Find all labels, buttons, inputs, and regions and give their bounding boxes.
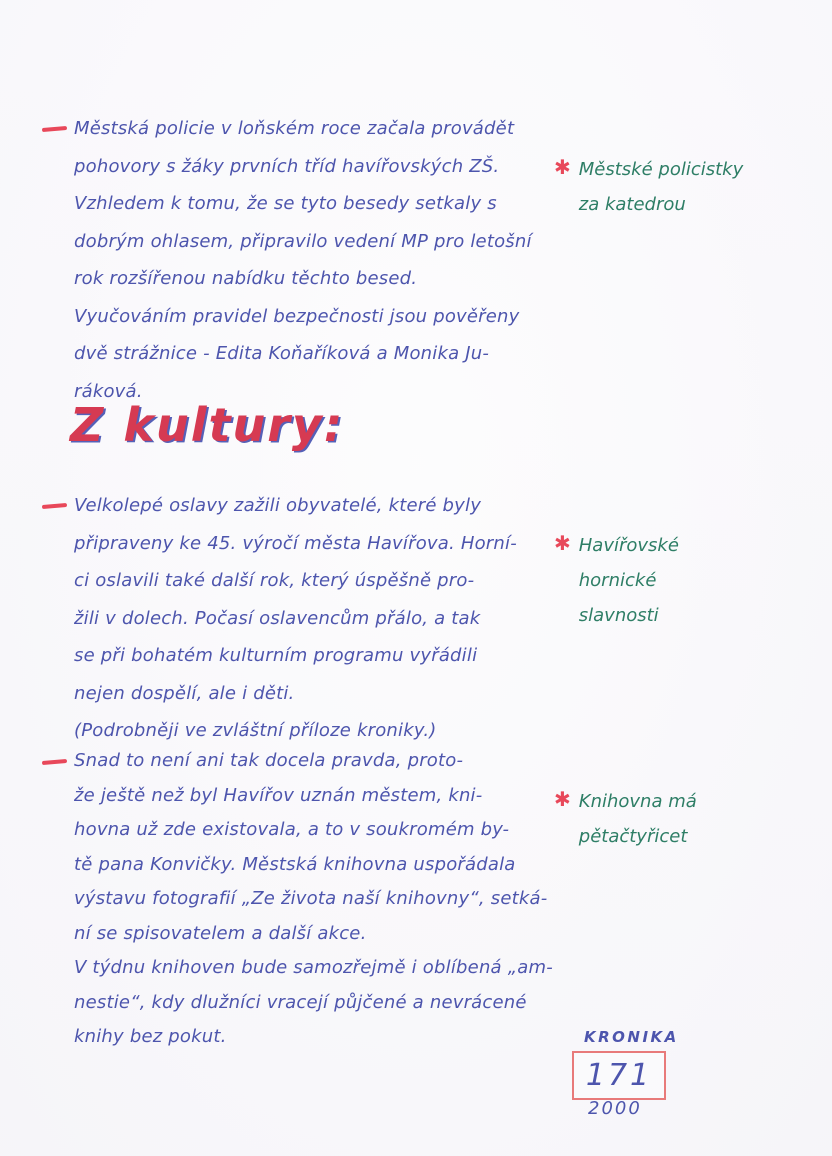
text-line: pohovory s žáky prvních tříd havířovských ZŠ. — [74, 155, 500, 177]
margin-note-library — [554, 784, 697, 854]
margin-note-line: pětačtyřicet — [578, 826, 688, 847]
paragraph-police — [74, 110, 532, 410]
margin-note-line: za katedrou — [578, 194, 686, 215]
text-line: dobrým ohlasem, připravilo vedení MP pro letošní — [74, 230, 532, 252]
text-line: knihy bez pokut. — [74, 1026, 227, 1047]
page-number: 171 — [585, 1058, 653, 1093]
margin-note-line: slavnosti — [578, 605, 659, 626]
text-line: Snad to není ani tak docela pravda, proto- — [74, 750, 464, 771]
paragraph-dash-icon — [42, 126, 67, 132]
asterisk-icon: ✱ — [554, 531, 571, 555]
text-line: se při bohatém kulturním programu vyřádili — [74, 645, 478, 666]
text-line: výstavu fotografií „Ze života naší knihovny“, setká- — [74, 888, 548, 909]
text-line: Vzhledem k tomu, že se tyto besedy setkaly s — [74, 193, 497, 214]
paragraph-library — [74, 744, 553, 1055]
text-line: hovna už zde existovala, a to v soukromém by- — [74, 819, 510, 840]
text-line: nestie“, kdy dlužníci vracejí půjčené a nevrácené — [74, 991, 527, 1013]
margin-note-line: Knihovna má — [578, 791, 697, 812]
section-heading-culture: Z kultury: — [70, 398, 345, 452]
chronicle-year: 2000 — [588, 1098, 642, 1119]
text-line: nejen dospělí, ale i děti. — [74, 682, 295, 704]
margin-note-line: Havířovské — [578, 535, 679, 556]
text-line: dvě strážnice - Edita Koňaříková a Monika Ju- — [74, 343, 490, 364]
text-line: V týdnu knihoven bude samozřejmě i oblíbená „am- — [74, 957, 553, 978]
text-line: tě pana Konvičky. Městská knihovna uspořádala — [74, 853, 516, 875]
margin-note-line: hornické — [578, 570, 657, 591]
text-line: žili v dolech. Počasí oslavencům přálo, a tak — [74, 607, 481, 629]
margin-note-police — [554, 152, 743, 222]
paragraph-celebrations — [74, 487, 517, 750]
text-line: ní se spisovatelem a další akce. — [74, 922, 367, 944]
paragraph-dash-icon — [42, 759, 67, 765]
margin-note-line: Městské policistky — [578, 159, 744, 180]
text-line: Vyučováním pravidel bezpečnosti jsou pověřeny — [74, 305, 520, 327]
text-line: ci oslavili také další rok, který úspěšně pro- — [74, 570, 475, 591]
margin-note-celebrations — [554, 528, 679, 633]
asterisk-icon: ✱ — [554, 787, 571, 811]
kronika-stamp-label: KRONIKA — [584, 1028, 679, 1046]
text-line: připraveny ke 45. výročí města Havířova. Horní- — [74, 532, 517, 554]
paragraph-dash-icon — [42, 503, 67, 509]
page-number-box — [572, 1051, 666, 1100]
text-line: Velkolepé oslavy zažili obyvatelé, které byly — [74, 495, 482, 516]
text-line: že ještě než byl Havířov uznán městem, kni- — [74, 784, 483, 806]
text-line: rok rozšířenou nabídku těchto besed. — [74, 268, 418, 289]
text-line: Městská policie v loňském roce začala provádět — [74, 118, 515, 139]
text-line: (Podrobněji ve zvláštní příloze kroniky.) — [74, 720, 437, 741]
asterisk-icon: ✱ — [554, 155, 571, 179]
text-line: ráková. — [74, 380, 143, 402]
